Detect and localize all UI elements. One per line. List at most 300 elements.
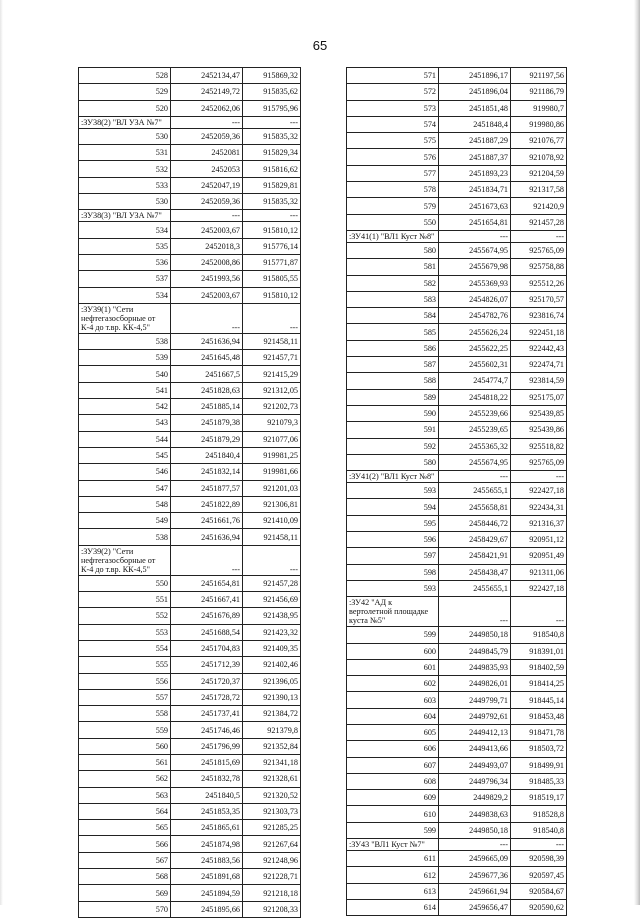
point-row xyxy=(79,194,301,210)
point-number: 600 xyxy=(347,643,439,659)
point-row xyxy=(79,852,301,868)
y-coordinate: 925765,09 xyxy=(511,454,567,470)
y-coordinate: 921352,84 xyxy=(243,738,301,754)
point-number: 543 xyxy=(79,415,171,431)
point-number: 580 xyxy=(347,454,439,470)
y-coordinate: 921396,05 xyxy=(243,673,301,689)
x-coordinate: 2451887,37 xyxy=(439,149,511,165)
point-number: 585 xyxy=(347,324,439,340)
point-number: 570 xyxy=(79,901,171,917)
point-row xyxy=(79,885,301,901)
y-coordinate: 921320,52 xyxy=(243,787,301,803)
point-number: 538 xyxy=(79,333,171,349)
parcel-header-row xyxy=(347,839,567,851)
y-coordinate: 925765,09 xyxy=(511,242,567,258)
x-coordinate: 2451822,89 xyxy=(171,496,243,512)
x-coordinate: 2449826,01 xyxy=(439,676,511,692)
x-coordinate: 2451885,14 xyxy=(171,399,243,415)
y-coordinate: 915776,14 xyxy=(243,238,301,254)
x-coordinate: 2452134,47 xyxy=(171,68,243,84)
y-coordinate: 921311,06 xyxy=(511,564,567,580)
y-coordinate: --- xyxy=(511,597,567,627)
y-coordinate: 921197,56 xyxy=(511,68,567,84)
point-number: 602 xyxy=(347,676,439,692)
point-number: 540 xyxy=(79,366,171,382)
scan-edge-left xyxy=(0,0,3,905)
point-number: 603 xyxy=(347,692,439,708)
point-number: 566 xyxy=(79,836,171,852)
x-coordinate: 2451645,48 xyxy=(171,350,243,366)
point-number: 609 xyxy=(347,790,439,806)
y-coordinate: --- xyxy=(511,839,567,851)
y-coordinate: 919981,25 xyxy=(243,447,301,463)
y-coordinate: 921402,46 xyxy=(243,657,301,673)
point-number: 537 xyxy=(79,271,171,287)
point-row xyxy=(79,431,301,447)
x-coordinate: 2452003,67 xyxy=(171,222,243,238)
point-row xyxy=(79,222,301,238)
x-coordinate: 2455622,25 xyxy=(439,340,511,356)
parcel-header-row xyxy=(79,210,301,222)
parcel-header-row xyxy=(79,545,301,575)
x-coordinate: 2451840,4 xyxy=(171,447,243,463)
parcel-header-row xyxy=(79,116,301,128)
point-number: 529 xyxy=(79,84,171,100)
y-coordinate: 921248,96 xyxy=(243,852,301,868)
point-row xyxy=(347,259,567,275)
point-row xyxy=(347,100,567,116)
point-number: 588 xyxy=(347,373,439,389)
point-row xyxy=(79,177,301,193)
point-number: 597 xyxy=(347,548,439,564)
x-coordinate: 2451896,17 xyxy=(439,68,511,84)
x-coordinate: 2451877,57 xyxy=(171,480,243,496)
x-coordinate: 2451879,29 xyxy=(171,431,243,447)
point-number: 586 xyxy=(347,340,439,356)
x-coordinate: 2455365,32 xyxy=(439,438,511,454)
x-coordinate: 2451720,37 xyxy=(171,673,243,689)
point-row xyxy=(79,128,301,144)
y-coordinate: 921076,77 xyxy=(511,133,567,149)
point-number: 562 xyxy=(79,771,171,787)
y-coordinate: 921285,25 xyxy=(243,820,301,836)
point-number: 575 xyxy=(347,133,439,149)
point-number: 560 xyxy=(79,738,171,754)
x-coordinate: 2459661,94 xyxy=(439,883,511,899)
y-coordinate: 918519,17 xyxy=(511,790,567,806)
point-number: 561 xyxy=(79,754,171,770)
y-coordinate: 921423,32 xyxy=(243,624,301,640)
point-number: 613 xyxy=(347,883,439,899)
y-coordinate: 920951,49 xyxy=(511,548,567,564)
x-coordinate: 2451834,71 xyxy=(439,182,511,198)
y-coordinate: 921384,72 xyxy=(243,706,301,722)
point-number: 573 xyxy=(347,100,439,116)
x-coordinate: 2452149,72 xyxy=(171,84,243,100)
point-row xyxy=(347,291,567,307)
y-coordinate: 921458,11 xyxy=(243,333,301,349)
parcel-header-row xyxy=(79,303,301,333)
point-number: 592 xyxy=(347,438,439,454)
x-coordinate: 2449493,07 xyxy=(439,757,511,773)
y-coordinate: 921420,9 xyxy=(511,198,567,214)
x-coordinate: 2454826,07 xyxy=(439,291,511,307)
point-row xyxy=(79,480,301,496)
x-coordinate: 2451673,63 xyxy=(439,198,511,214)
x-coordinate: 2455679,98 xyxy=(439,259,511,275)
x-coordinate: 2455674,95 xyxy=(439,242,511,258)
x-coordinate: 2458429,67 xyxy=(439,532,511,548)
point-number: 611 xyxy=(347,851,439,867)
point-number: 551 xyxy=(79,592,171,608)
y-coordinate: 918485,33 xyxy=(511,773,567,789)
y-coordinate: 923814,59 xyxy=(511,373,567,389)
x-coordinate: 2451661,76 xyxy=(171,513,243,529)
x-coordinate: 2458446,72 xyxy=(439,515,511,531)
point-row xyxy=(79,706,301,722)
scan-edge-right xyxy=(634,0,640,905)
x-coordinate: 2455674,95 xyxy=(439,454,511,470)
point-number: 581 xyxy=(347,259,439,275)
parcel-label: :ЗУ38(3) "ВЛ УЗА №7" xyxy=(79,210,171,222)
point-number: 553 xyxy=(79,624,171,640)
point-row xyxy=(79,496,301,512)
point-number: 579 xyxy=(347,198,439,214)
y-coordinate: 915869,32 xyxy=(243,68,301,84)
y-coordinate: 921409,35 xyxy=(243,640,301,656)
parcel-header-row xyxy=(347,597,567,627)
parcel-label: :ЗУ42 "АД к вертолетной площадке куста №5" xyxy=(347,597,439,627)
x-coordinate: 2454818,22 xyxy=(439,389,511,405)
point-row xyxy=(347,84,567,100)
y-coordinate: 915810,12 xyxy=(243,287,301,303)
y-coordinate: 919980,86 xyxy=(511,116,567,132)
y-coordinate: 922451,18 xyxy=(511,324,567,340)
x-coordinate: 2451993,56 xyxy=(171,271,243,287)
y-coordinate: 925175,07 xyxy=(511,389,567,405)
y-coordinate: 921078,92 xyxy=(511,149,567,165)
point-row xyxy=(347,724,567,740)
x-coordinate: 2451728,72 xyxy=(171,689,243,705)
y-coordinate: 921456,69 xyxy=(243,592,301,608)
x-coordinate: --- xyxy=(171,116,243,128)
point-row xyxy=(79,592,301,608)
x-coordinate: 2451893,23 xyxy=(439,165,511,181)
point-row xyxy=(347,68,567,84)
x-coordinate: 2454774,7 xyxy=(439,373,511,389)
y-coordinate: 925439,85 xyxy=(511,405,567,421)
y-coordinate: 921186,79 xyxy=(511,84,567,100)
point-number: 568 xyxy=(79,869,171,885)
x-coordinate: 2451896,04 xyxy=(439,84,511,100)
x-coordinate: 2458438,47 xyxy=(439,564,511,580)
x-coordinate: 2451832,14 xyxy=(171,464,243,480)
x-coordinate: 2455369,93 xyxy=(439,275,511,291)
y-coordinate: 918503,72 xyxy=(511,741,567,757)
x-coordinate: 2452003,67 xyxy=(171,287,243,303)
y-coordinate: 921379,8 xyxy=(243,722,301,738)
y-coordinate: --- xyxy=(243,116,301,128)
point-row xyxy=(347,515,567,531)
x-coordinate: 2459677,36 xyxy=(439,867,511,883)
x-coordinate: 2451737,41 xyxy=(171,706,243,722)
x-coordinate: 2449850,18 xyxy=(439,627,511,643)
point-row xyxy=(347,133,567,149)
y-coordinate: 923816,74 xyxy=(511,308,567,324)
x-coordinate: --- xyxy=(439,839,511,851)
coordinates-table-left xyxy=(78,67,301,918)
x-coordinate: 2451883,56 xyxy=(171,852,243,868)
y-coordinate: 915835,32 xyxy=(243,128,301,144)
x-coordinate: 2449412,13 xyxy=(439,724,511,740)
y-coordinate: 922434,31 xyxy=(511,499,567,515)
point-number: 584 xyxy=(347,308,439,324)
point-row xyxy=(79,145,301,161)
x-coordinate: 2451636,94 xyxy=(171,333,243,349)
x-coordinate: 2451704,83 xyxy=(171,640,243,656)
y-coordinate: 915805,55 xyxy=(243,271,301,287)
x-coordinate: 2449799,71 xyxy=(439,692,511,708)
y-coordinate: 925170,57 xyxy=(511,291,567,307)
point-number: 595 xyxy=(347,515,439,531)
y-coordinate: --- xyxy=(511,230,567,242)
point-number: 593 xyxy=(347,580,439,596)
y-coordinate: --- xyxy=(243,303,301,333)
point-number: 550 xyxy=(79,575,171,591)
x-coordinate: 2452047,19 xyxy=(171,177,243,193)
y-coordinate: 920598,39 xyxy=(511,851,567,867)
parcel-header-row xyxy=(347,230,567,242)
parcel-label: :ЗУ39(1) "Сети нефтегазосборные от К-4 до т.вр. КК-4,5" xyxy=(79,303,171,333)
parcel-header-row xyxy=(347,471,567,483)
point-row xyxy=(347,883,567,899)
point-row xyxy=(347,422,567,438)
point-number: 583 xyxy=(347,291,439,307)
point-row xyxy=(79,673,301,689)
point-number: 563 xyxy=(79,787,171,803)
point-row xyxy=(347,357,567,373)
point-number: 567 xyxy=(79,852,171,868)
x-coordinate: 2451796,99 xyxy=(171,738,243,754)
point-row xyxy=(347,198,567,214)
point-number: 593 xyxy=(347,483,439,499)
x-coordinate: --- xyxy=(171,303,243,333)
x-coordinate: 2451832,78 xyxy=(171,771,243,787)
x-coordinate: --- xyxy=(171,545,243,575)
point-number: 601 xyxy=(347,659,439,675)
y-coordinate: 915829,34 xyxy=(243,145,301,161)
y-coordinate: 915810,12 xyxy=(243,222,301,238)
y-coordinate: 921312,05 xyxy=(243,382,301,398)
y-coordinate: 921390,13 xyxy=(243,689,301,705)
x-coordinate: --- xyxy=(171,210,243,222)
point-number: 576 xyxy=(347,149,439,165)
x-coordinate: 2451895,66 xyxy=(171,901,243,917)
point-row xyxy=(347,659,567,675)
point-row xyxy=(347,851,567,867)
point-row xyxy=(347,499,567,515)
y-coordinate: 918540,8 xyxy=(511,822,567,838)
point-number: 582 xyxy=(347,275,439,291)
x-coordinate: 2454782,76 xyxy=(439,308,511,324)
point-row xyxy=(347,340,567,356)
x-coordinate: 2455655,1 xyxy=(439,580,511,596)
point-number: 571 xyxy=(347,68,439,84)
x-coordinate: 2459656,47 xyxy=(439,899,511,915)
point-row xyxy=(79,529,301,545)
point-number: 574 xyxy=(347,116,439,132)
point-row xyxy=(79,722,301,738)
point-row xyxy=(79,350,301,366)
point-number: 531 xyxy=(79,145,171,161)
point-row xyxy=(347,899,567,915)
y-coordinate: 921218,18 xyxy=(243,885,301,901)
y-coordinate: 918471,78 xyxy=(511,724,567,740)
y-coordinate: 921317,58 xyxy=(511,182,567,198)
y-coordinate: 925758,88 xyxy=(511,259,567,275)
point-row xyxy=(347,483,567,499)
y-coordinate: 918445,14 xyxy=(511,692,567,708)
y-coordinate: 920584,67 xyxy=(511,883,567,899)
point-number: 596 xyxy=(347,532,439,548)
y-coordinate: 921208,33 xyxy=(243,901,301,917)
y-coordinate: 925512,26 xyxy=(511,275,567,291)
point-row xyxy=(347,324,567,340)
point-number: 577 xyxy=(347,165,439,181)
point-number: 557 xyxy=(79,689,171,705)
y-coordinate: 921457,28 xyxy=(243,575,301,591)
point-number: 530 xyxy=(79,194,171,210)
point-number: 589 xyxy=(347,389,439,405)
y-coordinate: 921328,61 xyxy=(243,771,301,787)
point-row xyxy=(347,564,567,580)
y-coordinate: 921228,71 xyxy=(243,869,301,885)
y-coordinate: 918402,59 xyxy=(511,659,567,675)
y-coordinate: 921341,18 xyxy=(243,754,301,770)
y-coordinate: 922442,43 xyxy=(511,340,567,356)
parcel-label: :ЗУ43 "ВЛ1 Куст №7" xyxy=(347,839,439,851)
coordinates-table-right xyxy=(346,67,567,916)
point-number: 545 xyxy=(79,447,171,463)
x-coordinate: --- xyxy=(439,471,511,483)
point-row xyxy=(79,161,301,177)
point-row xyxy=(79,869,301,885)
y-coordinate: 921457,28 xyxy=(511,214,567,230)
x-coordinate: 2451894,59 xyxy=(171,885,243,901)
y-coordinate: --- xyxy=(243,210,301,222)
point-number: 606 xyxy=(347,741,439,757)
x-coordinate: 2451688,54 xyxy=(171,624,243,640)
point-row xyxy=(79,689,301,705)
point-number: 555 xyxy=(79,657,171,673)
point-number: 612 xyxy=(347,867,439,883)
point-row xyxy=(79,271,301,287)
x-coordinate: 2449835,93 xyxy=(439,659,511,675)
y-coordinate: 918499,91 xyxy=(511,757,567,773)
point-row xyxy=(347,405,567,421)
y-coordinate: 920597,45 xyxy=(511,867,567,883)
x-coordinate: 2451636,94 xyxy=(171,529,243,545)
x-coordinate: 2449796,34 xyxy=(439,773,511,789)
y-coordinate: 919981,66 xyxy=(243,464,301,480)
y-coordinate: 922474,71 xyxy=(511,357,567,373)
point-row xyxy=(79,464,301,480)
y-coordinate: 918414,25 xyxy=(511,676,567,692)
point-number: 607 xyxy=(347,757,439,773)
point-row xyxy=(79,575,301,591)
point-row xyxy=(79,333,301,349)
point-row xyxy=(347,149,567,165)
x-coordinate: 2451746,46 xyxy=(171,722,243,738)
point-row xyxy=(347,676,567,692)
point-row xyxy=(347,308,567,324)
point-row xyxy=(79,513,301,529)
x-coordinate: --- xyxy=(439,230,511,242)
x-coordinate: 2458421,91 xyxy=(439,548,511,564)
point-row xyxy=(79,624,301,640)
parcel-label: :ЗУ41(2) "ВЛ1 Куст №8" xyxy=(347,471,439,483)
y-coordinate: 921458,11 xyxy=(243,529,301,545)
y-coordinate: 925518,82 xyxy=(511,438,567,454)
x-coordinate: --- xyxy=(439,597,511,627)
point-row xyxy=(347,741,567,757)
point-number: 534 xyxy=(79,222,171,238)
x-coordinate: 2452081 xyxy=(171,145,243,161)
x-coordinate: 2449845,79 xyxy=(439,643,511,659)
point-row xyxy=(347,692,567,708)
point-number: 549 xyxy=(79,513,171,529)
point-row xyxy=(347,454,567,470)
point-number: 538 xyxy=(79,529,171,545)
y-coordinate: 921303,73 xyxy=(243,803,301,819)
point-row xyxy=(347,373,567,389)
point-row xyxy=(347,643,567,659)
x-coordinate: 2449792,61 xyxy=(439,708,511,724)
point-row xyxy=(347,790,567,806)
x-coordinate: 2451874,98 xyxy=(171,836,243,852)
x-coordinate: 2451853,35 xyxy=(171,803,243,819)
parcel-label: :ЗУ39(2) "Сети нефтегазосборные от К-4 до т.вр. КК-4,5" xyxy=(79,545,171,575)
point-row xyxy=(347,182,567,198)
y-coordinate: 921267,64 xyxy=(243,836,301,852)
point-number: 546 xyxy=(79,464,171,480)
point-number: 533 xyxy=(79,177,171,193)
point-row xyxy=(347,275,567,291)
point-row xyxy=(347,867,567,883)
y-coordinate: 915829,81 xyxy=(243,177,301,193)
point-number: 552 xyxy=(79,608,171,624)
point-number: 599 xyxy=(347,627,439,643)
y-coordinate: 921306,81 xyxy=(243,496,301,512)
point-number: 608 xyxy=(347,773,439,789)
x-coordinate: 2455658,81 xyxy=(439,499,511,515)
point-number: 569 xyxy=(79,885,171,901)
x-coordinate: 2451712,39 xyxy=(171,657,243,673)
point-row xyxy=(79,254,301,270)
point-row xyxy=(79,608,301,624)
point-row xyxy=(79,836,301,852)
x-coordinate: 2455602,31 xyxy=(439,357,511,373)
point-row xyxy=(79,754,301,770)
y-coordinate: 918453,48 xyxy=(511,708,567,724)
x-coordinate: 2459665,09 xyxy=(439,851,511,867)
x-coordinate: 2451654,81 xyxy=(439,214,511,230)
point-number: 532 xyxy=(79,161,171,177)
y-coordinate: 922427,18 xyxy=(511,483,567,499)
x-coordinate: 2452059,36 xyxy=(171,128,243,144)
point-number: 604 xyxy=(347,708,439,724)
point-number: 547 xyxy=(79,480,171,496)
